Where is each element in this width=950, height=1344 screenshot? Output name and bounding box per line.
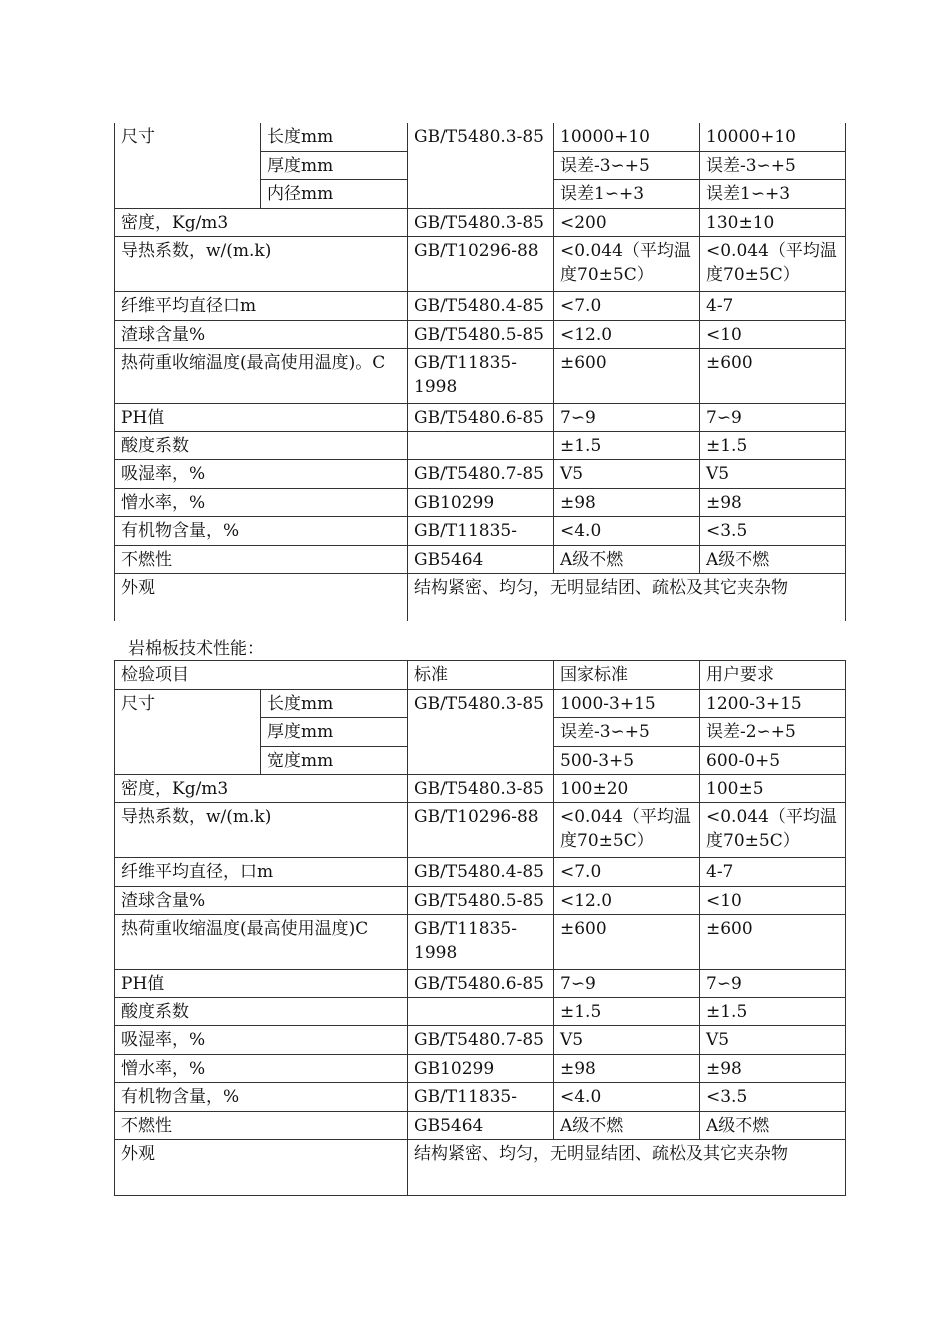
standard-value: GB/T5480.6-85 [408,970,554,998]
table-row [115,887,846,915]
table-row [115,690,846,718]
user-value: 误差-2∽+5 [700,718,846,747]
item-label: 渣球含量% [115,320,408,348]
table-row [115,236,846,291]
standard-value: GB/T5480.7-85 [408,1026,554,1055]
user-value: 4-7 [700,858,846,887]
table1-body [115,123,846,621]
size-standard: GB/T5480.3-85 [408,123,554,208]
table-row [115,1112,846,1140]
item-label: 憎水率，% [115,488,408,516]
size-sub-label: 长度mm [261,690,408,718]
national-value: 1000-3+15 [554,690,700,718]
item-label: 酸度系数 [115,998,408,1026]
table-row [115,348,846,403]
standard-value [408,998,554,1026]
user-value: ±600 [700,915,846,970]
standard-value: GB/T5480.5-85 [408,320,554,348]
national-value: <7.0 [554,291,700,320]
item-label: PH值 [115,403,408,431]
user-value: 4-7 [700,291,846,320]
user-value: 10000+10 [700,123,846,151]
item-label: 热荷重收缩温度(最高使用温度)C [115,915,408,970]
table-row [115,403,846,431]
national-value: ±1.5 [554,431,700,459]
size-sub-label: 宽度mm [261,747,408,775]
table-row [115,1026,846,1055]
appearance-value: 结构紧密、均匀，无明显结团、疏松及其它夹杂物 [408,1140,846,1196]
table-header-row [115,661,846,690]
standard-value: GB5464 [408,1112,554,1140]
standard-value: GB/T5480.4-85 [408,858,554,887]
item-label: 热荷重收缩温度(最高使用温度)。C [115,348,408,403]
user-value: <10 [700,887,846,915]
standard-value: GB/T11835- [408,516,554,545]
national-value: <200 [554,208,700,236]
standard-value: GB10299 [408,488,554,516]
standard-value: GB/T5480.3-85 [408,775,554,803]
user-value: ±1.5 [700,431,846,459]
user-value: <0.044（平均温度70±5C） [700,803,846,858]
item-label: 纤维平均直径口m [115,291,408,320]
standard-value: GB10299 [408,1055,554,1083]
item-label: 吸湿率，% [115,459,408,488]
table-row [115,1083,846,1112]
item-label: 不燃性 [115,1112,408,1140]
table-row [115,1140,846,1196]
standard-value: GB5464 [408,545,554,573]
user-value: 100±5 [700,775,846,803]
national-value: <0.044（平均温度70±5C） [554,236,700,291]
user-value: 7∽9 [700,970,846,998]
national-value: 误差-3∽+5 [554,151,700,179]
item-label: 外观 [115,1140,408,1196]
size-sub-label: 厚度mm [261,718,408,747]
table-row [115,208,846,236]
table-row [115,516,846,545]
user-value: 误差-3∽+5 [700,151,846,179]
table-row [115,291,846,320]
table-row [115,998,846,1026]
size-standard: GB/T5480.3-85 [408,690,554,775]
table-row [115,775,846,803]
table-row [115,858,846,887]
user-value: ±600 [700,348,846,403]
table-row [115,803,846,858]
user-value: V5 [700,1026,846,1055]
national-value: V5 [554,1026,700,1055]
user-value: <3.5 [700,516,846,545]
table-row [115,1055,846,1083]
national-value: 500-3+5 [554,747,700,775]
table-row [115,123,846,151]
item-label: 吸湿率，% [115,1026,408,1055]
user-value: A级不燃 [700,1112,846,1140]
table2-body [115,661,846,1196]
national-value: <4.0 [554,1083,700,1112]
national-value: <7.0 [554,858,700,887]
item-label: 酸度系数 [115,431,408,459]
table-row [115,459,846,488]
item-label: 渣球含量% [115,887,408,915]
user-value: 7∽9 [700,403,846,431]
item-label: 密度，Kg/m3 [115,775,408,803]
item-label: 导热系数，w/(m.k) [115,236,408,291]
standard-value: GB/T5480.4-85 [408,291,554,320]
size-sub-label: 长度mm [261,123,408,151]
national-value: 误差1∽+3 [554,179,700,208]
glass-wool-spec-table [114,123,846,621]
user-value: 600-0+5 [700,747,846,775]
header-standard: 标准 [408,661,554,690]
national-value: ±98 [554,1055,700,1083]
standard-value: GB/T10296-88 [408,803,554,858]
national-value: 10000+10 [554,123,700,151]
table-row [115,545,846,573]
national-value: 7∽9 [554,970,700,998]
item-label: 有机物含量，% [115,1083,408,1112]
standard-value: GB/T5480.5-85 [408,887,554,915]
standard-value: GB/T5480.7-85 [408,459,554,488]
user-value: 130±10 [700,208,846,236]
standard-value: GB/T10296-88 [408,236,554,291]
item-label: 密度，Kg/m3 [115,208,408,236]
user-value: ±98 [700,488,846,516]
user-value: 误差1∽+3 [700,179,846,208]
table-row [115,915,846,970]
item-label: 有机物含量，% [115,516,408,545]
item-label: PH值 [115,970,408,998]
header-national: 国家标准 [554,661,700,690]
national-value: 误差-3∽+5 [554,718,700,747]
national-value: <12.0 [554,887,700,915]
table-row [115,431,846,459]
standard-value: GB/T11835-1998 [408,348,554,403]
table-row [115,320,846,348]
national-value: ±1.5 [554,998,700,1026]
national-value: <12.0 [554,320,700,348]
national-value: ±98 [554,488,700,516]
user-value: 1200-3+15 [700,690,846,718]
standard-value: GB/T11835- [408,1083,554,1112]
user-value: <3.5 [700,1083,846,1112]
header-item: 检验项目 [115,661,408,690]
item-label: 外观 [115,573,408,621]
table-row [115,970,846,998]
national-value: 7∽9 [554,403,700,431]
user-value: <10 [700,320,846,348]
user-value: ±1.5 [700,998,846,1026]
standard-value: GB/T5480.6-85 [408,403,554,431]
standard-value: GB/T11835-1998 [408,915,554,970]
appearance-value: 结构紧密、均匀，无明显结团、疏松及其它夹杂物 [408,573,846,621]
national-value: <4.0 [554,516,700,545]
national-value: 100±20 [554,775,700,803]
table-row [115,488,846,516]
item-label: 导热系数，w/(m.k) [115,803,408,858]
user-value: A级不燃 [700,545,846,573]
user-value: <0.044（平均温度70±5C） [700,236,846,291]
size-label: 尺寸 [115,690,261,775]
national-value: A级不燃 [554,545,700,573]
national-value: V5 [554,459,700,488]
item-label: 纤维平均直径，口m [115,858,408,887]
national-value: ±600 [554,915,700,970]
user-value: V5 [700,459,846,488]
rock-wool-board-spec-table [114,660,846,1196]
user-value: ±98 [700,1055,846,1083]
item-label: 憎水率，% [115,1055,408,1083]
national-value: <0.044（平均温度70±5C） [554,803,700,858]
table-row [115,573,846,621]
item-label: 不燃性 [115,545,408,573]
size-label: 尺寸 [115,123,261,208]
size-sub-label: 厚度mm [261,151,408,179]
size-sub-label: 内径mm [261,179,408,208]
standard-value [408,431,554,459]
national-value: A级不燃 [554,1112,700,1140]
header-user: 用户要求 [700,661,846,690]
section-caption: 岩棉板技术性能： [128,639,264,659]
standard-value: GB/T5480.3-85 [408,208,554,236]
national-value: ±600 [554,348,700,403]
